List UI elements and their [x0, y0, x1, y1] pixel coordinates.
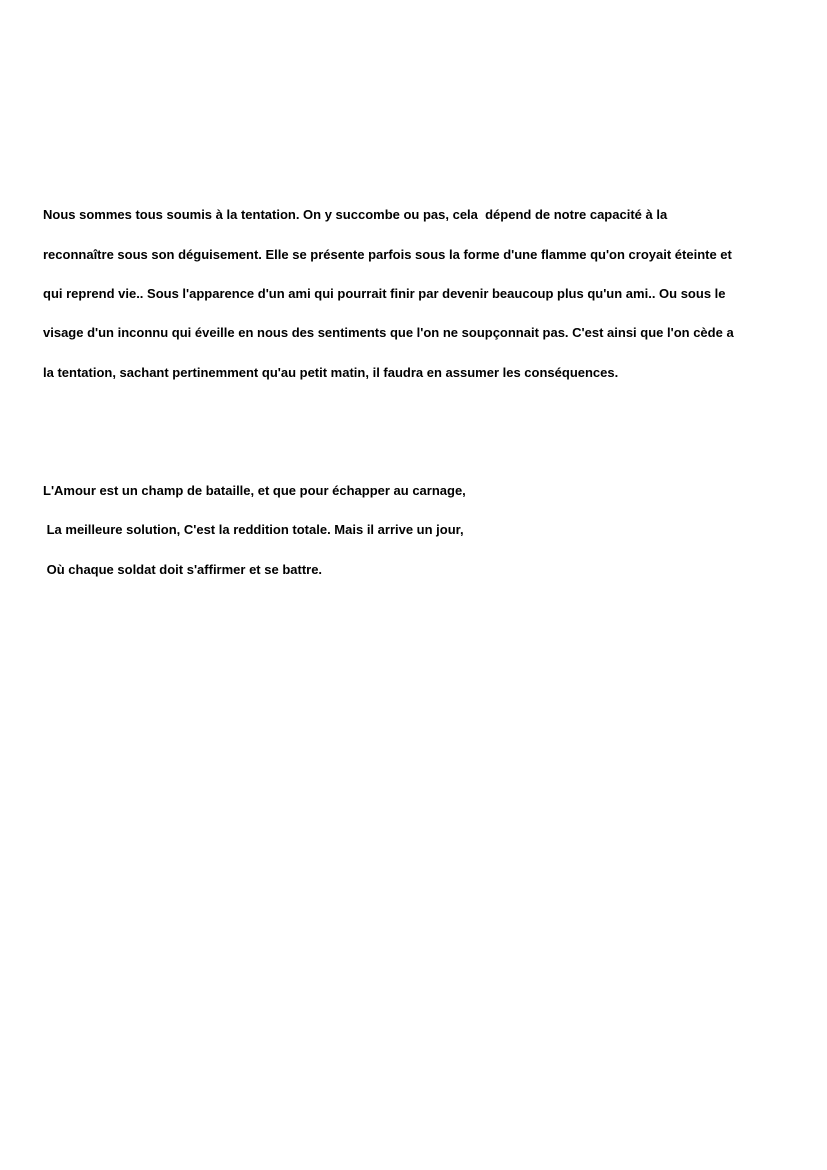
verse-line: L'Amour est un champ de bataille, et que pour échapper au carnage,	[43, 483, 466, 498]
verse-line: La meilleure solution, C'est la reddition totale. Mais il arrive un jour,	[43, 522, 464, 537]
paragraph-line: la tentation, sachant pertinemment qu'au petit matin, il faudra en assumer les conséquences.	[43, 365, 619, 380]
paragraph-line: Nous sommes tous soumis à la tentation. On y succombe ou pas, cela dépend de notre capacité à la	[43, 207, 668, 222]
verse-line: Où chaque soldat doit s'affirmer et se battre.	[43, 562, 323, 577]
paragraph-line: visage d'un inconnu qui éveille en nous des sentiments que l'on ne soupçonnait pas. C'est ainsi que l'on cède a	[43, 325, 734, 340]
paragraph-line: qui reprend vie.. Sous l'apparence d'un ami qui pourrait finir par devenir beaucoup plus qu'un ami.. Ou sous le	[43, 286, 726, 301]
paragraph-line: reconnaître sous son déguisement. Elle se présente parfois sous la forme d'une flamme qu'on croyait éteinte et	[43, 247, 732, 262]
